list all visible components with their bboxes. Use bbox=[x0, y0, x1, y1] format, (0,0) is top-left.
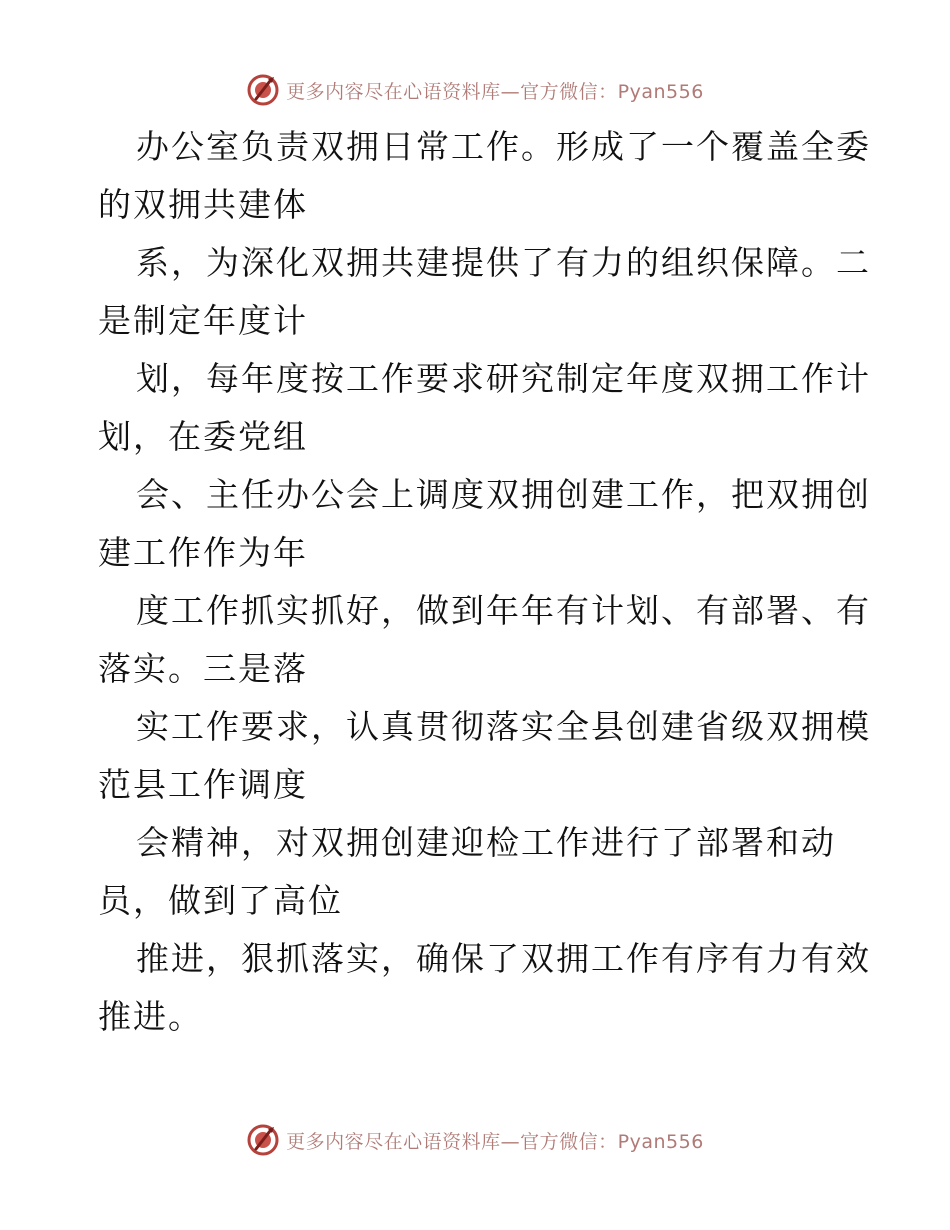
text-line: 会精神，对双拥创建迎检工作进行了部署和动 bbox=[136, 823, 836, 862]
seal-logo-icon bbox=[246, 1123, 280, 1157]
text-line: 推进。 bbox=[98, 997, 203, 1036]
text-line: 划，每年度按工作要求研究制定年度双拥工作计 bbox=[136, 359, 871, 398]
text-line: 会、主任办公会上调度双拥创建工作，把双拥创 bbox=[136, 475, 871, 514]
text-line: 系，为深化双拥共建提供了有力的组织保障。二 bbox=[136, 243, 871, 282]
watermark-text: 更多内容尽在心语资料库—官方微信：Pyan556 bbox=[286, 80, 704, 103]
text-line: 范县工作调度 bbox=[98, 765, 308, 804]
text-line: 是制定年度计 bbox=[98, 301, 308, 340]
text-line: 建工作作为年 bbox=[98, 533, 308, 572]
watermark-text: 更多内容尽在心语资料库—官方微信：Pyan556 bbox=[286, 1130, 704, 1153]
seal-logo-icon bbox=[246, 73, 280, 107]
footer-watermark bbox=[0, 1122, 950, 1158]
text-line: 办公室负责双拥日常工作。形成了一个覆盖全委 bbox=[136, 127, 871, 166]
text-line: 的双拥共建体 bbox=[98, 185, 308, 224]
text-line: 员，做到了高位 bbox=[98, 881, 343, 920]
text-line: 度工作抓实抓好，做到年年有计划、有部署、有 bbox=[136, 591, 871, 630]
header-watermark bbox=[0, 72, 950, 108]
text-line: 推进，狠抓落实，确保了双拥工作有序有力有效 bbox=[136, 939, 871, 978]
text-line: 落实。三是落 bbox=[98, 649, 308, 688]
document-body bbox=[98, 118, 871, 1046]
text-line: 划，在委党组 bbox=[98, 417, 308, 456]
text-line: 实工作要求，认真贯彻落实全县创建省级双拥模 bbox=[136, 707, 871, 746]
